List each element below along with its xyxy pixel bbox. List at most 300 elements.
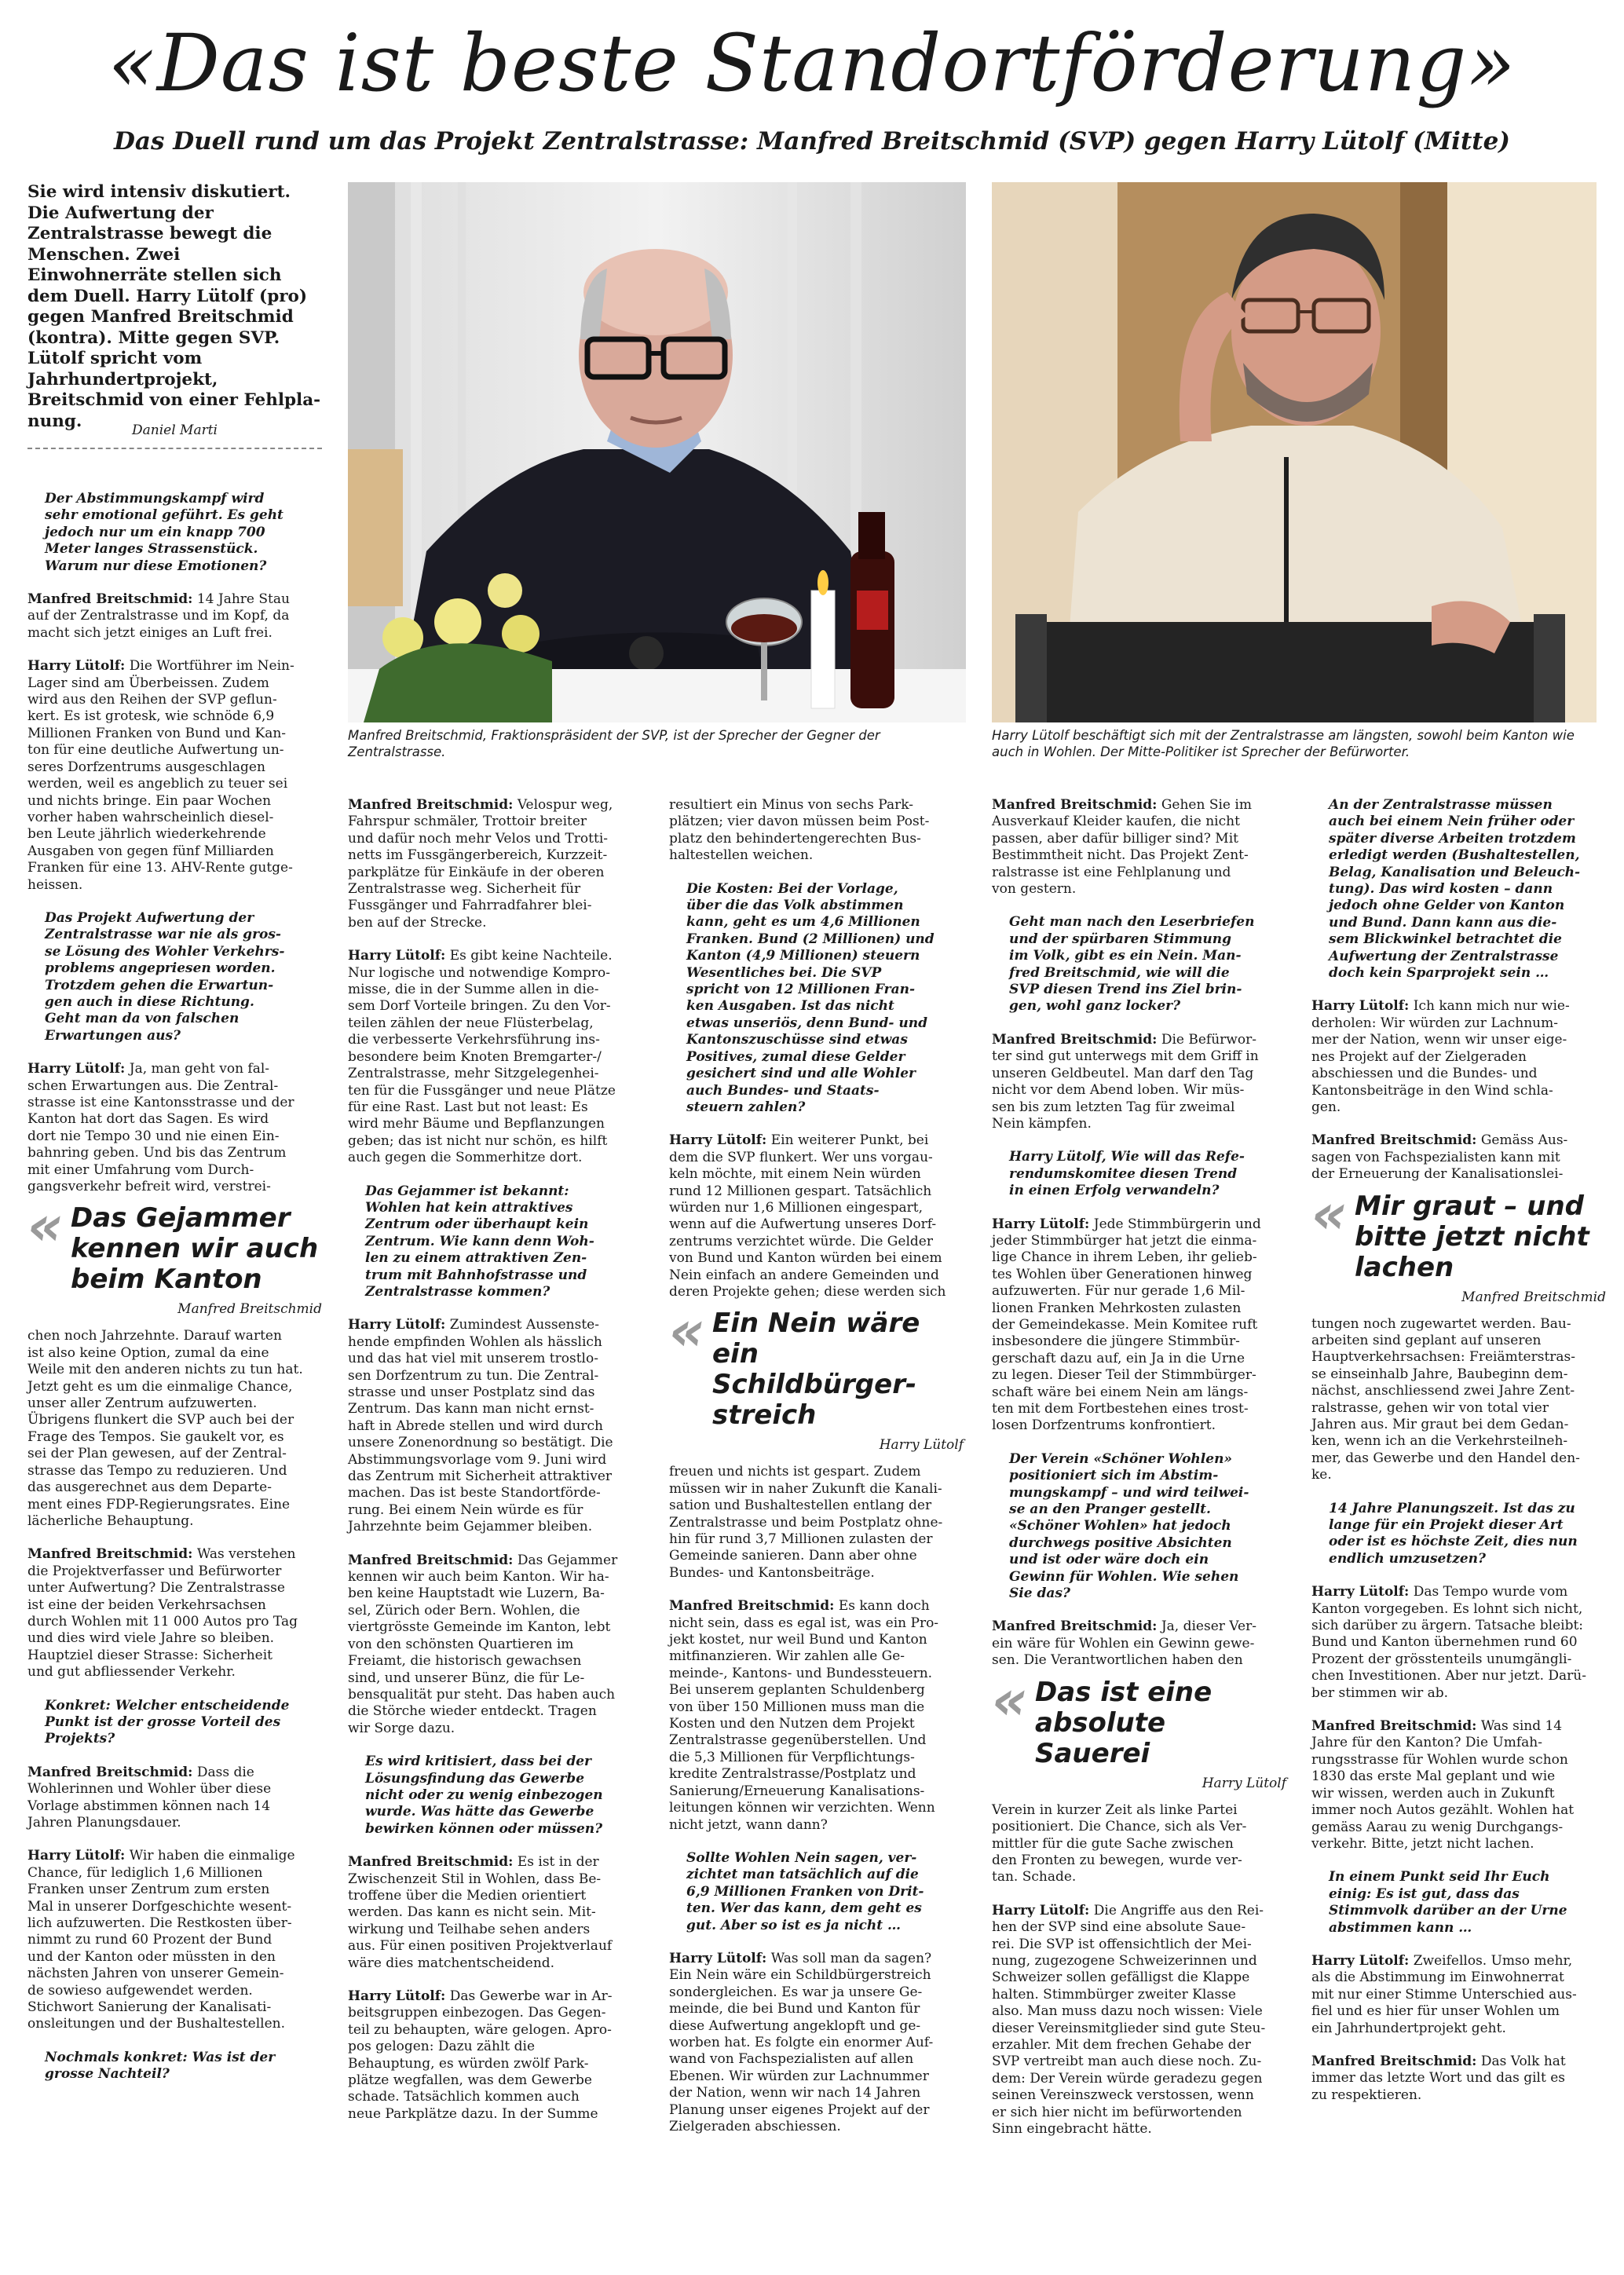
interview-question bbox=[669, 1850, 964, 1934]
intro-line: Mitte gegen SVP. Lütolf spricht bbox=[27, 327, 280, 368]
column-5 bbox=[1311, 797, 1606, 2120]
answer-paragraph bbox=[348, 948, 642, 1166]
answer-paragraph bbox=[992, 1216, 1286, 1435]
answer-paragraph bbox=[669, 1951, 964, 2135]
answer-line: Was verstehen bbox=[192, 1546, 296, 1563]
answer-line: Übrigens flunkert die SVP auch bei der bbox=[27, 1412, 294, 1428]
answer-line: Zentralstrasse und beim Postplatz ohne- bbox=[669, 1514, 943, 1531]
answer-line: passen, aber dafür billiger sind? Mit bbox=[992, 830, 1238, 847]
answer-line: Nur logische und notwendige Kompro- bbox=[348, 964, 611, 981]
question-line: und ist oder wäre doch ein bbox=[1009, 1552, 1209, 1568]
answer-line: haft in Abrede stellen und wird durch bbox=[348, 1417, 604, 1434]
answer-line: also. Man muss dazu noch wissen: Viele bbox=[992, 2003, 1263, 2020]
intro-line: nung. bbox=[27, 411, 82, 431]
answer-line: Gemäss Aus- bbox=[1476, 1132, 1568, 1149]
answer-line: gangsverkehr befreit wird, verstrei- bbox=[27, 1179, 271, 1195]
question-line: und der spürbaren Stimmung bbox=[1009, 931, 1231, 947]
answer-line: Hauptverkehrsachsen: Freiämterstras- bbox=[1311, 1349, 1576, 1366]
question-line: erledigt werden (Bushaltestellen, bbox=[1329, 847, 1580, 864]
answer-line: losen Dorfzentrums konfrontiert. bbox=[992, 1417, 1216, 1434]
speaker-name: Manfred Breitschmid: bbox=[1311, 2053, 1477, 2069]
question-line: Geht man da von falschen bbox=[45, 1011, 240, 1027]
answer-line: gerschaft dazu auf, ein Ja in die Urne bbox=[992, 1350, 1245, 1366]
question-line: doch kein Sparprojekt sein … bbox=[1329, 965, 1549, 982]
quote-mark-icon: « bbox=[669, 1299, 705, 1364]
answer-line: ben keine Hauptstadt wie Luzern, Ba- bbox=[348, 1586, 605, 1602]
answer-line: Die Wortführer im Nein- bbox=[125, 658, 294, 675]
question-line: Konkret: Welcher entscheidende bbox=[45, 1697, 290, 1714]
answer-line: viertgrösste Gemeinde im Kanton, lebt bbox=[348, 1619, 611, 1636]
answer-line: Jahren Planungsdauer. bbox=[27, 1815, 181, 1831]
answer-line: sel, Zürich oder Bern. Wohlen, die bbox=[348, 1602, 580, 1618]
answer-line: Die Befürwor- bbox=[1157, 1031, 1256, 1048]
answer-line: beitsgruppen einbezogen. Das Gegen- bbox=[348, 2005, 606, 2021]
answer-line: sagen von Fachspezialisten kann mit bbox=[1311, 1149, 1560, 1165]
intro-line: Aufwertung der Zentralstrasse bbox=[27, 203, 214, 243]
answer-line: Dass die bbox=[192, 1764, 254, 1780]
question-line: im Volk, gibt es ein Nein. Man- bbox=[1009, 948, 1242, 964]
answer-line: von Bund und Kanton würden bei einem bbox=[669, 1250, 942, 1267]
portrait-illustration bbox=[992, 182, 1597, 722]
answer-line: Ausgaben von gegen fünf Milliarden bbox=[27, 843, 274, 859]
answer-line: und der Kanton oder müssten in den bbox=[27, 1948, 276, 1965]
answer-line: rei. Die SVP ist offensichtlich der Mei- bbox=[992, 1936, 1252, 1952]
question-line: SVP diesen Trend ins Ziel brin- bbox=[1009, 982, 1242, 998]
portrait-illustration bbox=[348, 182, 966, 722]
answer-line: Bundes- und Kantonsbeiträge. bbox=[669, 1564, 875, 1581]
intro-line: Sie wird intensiv diskutiert. Die bbox=[27, 182, 291, 223]
question-line: nicht oder zu wenig einbezogen bbox=[365, 1787, 603, 1803]
speaker-name: Harry Lütolf: bbox=[27, 658, 126, 675]
answer-line: tes Wohlen über Generationen hinweg bbox=[992, 1266, 1253, 1282]
question-line: Die Kosten: Bei der Vorlage, bbox=[686, 880, 898, 897]
answer-line: den Fronten zu bewegen, wurde ver- bbox=[992, 1852, 1242, 1868]
question-line: später diverse Arbeiten trotzdem bbox=[1329, 830, 1576, 847]
answer-line: vorher haben wahrscheinlich diesel- bbox=[27, 809, 274, 825]
question-line: Punkt ist der grosse Vorteil des bbox=[45, 1714, 281, 1730]
speaker-name: Harry Lütolf: bbox=[348, 948, 446, 964]
answer-line: Bei unserem geplanten Schuldenberg bbox=[669, 1682, 925, 1699]
speaker-name: Manfred Breitschmid: bbox=[1311, 1132, 1477, 1149]
answer-line: Kosten und den Nutzen dem Projekt bbox=[669, 1716, 915, 1732]
answer-line: unsere Zonenordnung so bestätigt. Die bbox=[348, 1435, 613, 1451]
answer-paragraph bbox=[348, 1854, 642, 1972]
answer-line: dort nie Tempo 30 und nie einen Ein- bbox=[27, 1128, 280, 1144]
answer-line: nimmt zu rund 60 Prozent der Bund bbox=[27, 1932, 272, 1948]
question-line: und Bund. Dann kann aus die- bbox=[1329, 914, 1557, 931]
question-line: Sie das? bbox=[1009, 1586, 1070, 1602]
answer-line: schaft wäre bei einem Nein am längs- bbox=[992, 1384, 1249, 1400]
pull-quote bbox=[669, 1299, 964, 1454]
question-line: Zentralstrasse kommen? bbox=[365, 1283, 550, 1300]
answer-line: chen noch Jahrzehnte. Darauf warten bbox=[27, 1328, 282, 1344]
answer-line: werden. Das kann es nicht sein. Mit- bbox=[348, 1904, 596, 1921]
answer-line: ein wäre für Wohlen ein Gewinn gewe- bbox=[992, 1635, 1255, 1651]
interview-question bbox=[1311, 1501, 1606, 1568]
question-line: gen auch in diese Richtung. bbox=[45, 993, 254, 1010]
answer-line: insbesondere die jüngere Stimmbür- bbox=[992, 1333, 1240, 1350]
answer-line: Ein weiterer Punkt, bei bbox=[766, 1132, 929, 1149]
question-line: Kanton (4,9 Millionen) steuern bbox=[686, 948, 920, 964]
answer-line: sondergleichen. Es war ja unsere Ge- bbox=[669, 1984, 923, 2000]
speaker-name: Manfred Breitschmid: bbox=[669, 1598, 835, 1615]
answer-line: rungsstrasse für Wohlen wurde schon bbox=[1311, 1751, 1568, 1768]
answer-line: Chance, für lediglich 1,6 Millionen bbox=[27, 1864, 263, 1881]
answer-line: halten. Stimmbürger zweiter Klasse bbox=[992, 1986, 1236, 2003]
interview-question bbox=[1311, 1869, 1606, 1937]
question-line: Aufwertung der Zentralstrasse bbox=[1329, 948, 1559, 964]
answer-line: hin für rund 3,7 Millionen zulasten der bbox=[669, 1531, 933, 1547]
answer-line: mit einer Umfahrung vom Durch- bbox=[27, 1161, 254, 1178]
question-line: sehr emotional geführt. Es geht bbox=[45, 507, 283, 524]
answer-line: seres Dorfzentrums ausgeschlagen bbox=[27, 759, 265, 775]
quote-mark-icon: « bbox=[27, 1194, 64, 1259]
question-line: etwas unseriös, denn Bund- und bbox=[686, 1015, 927, 1031]
interview-question bbox=[348, 1183, 642, 1301]
speaker-name: Harry Lütolf: bbox=[1311, 1584, 1410, 1600]
speaker-name: Manfred Breitschmid: bbox=[1311, 1718, 1477, 1735]
question-line: einig: Es ist gut, dass das bbox=[1329, 1885, 1520, 1902]
answer-line: gemäss Aarau zu wenig Durchgangs- bbox=[1311, 1819, 1564, 1835]
question-line: kann, geht es um 4,6 Millionen bbox=[686, 914, 920, 931]
answer-line: ein Jahrhundertprojekt geht. bbox=[1311, 2020, 1506, 2036]
question-line: ten. Wer das kann, dem geht es bbox=[686, 1900, 922, 1917]
speaker-name: Harry Lütolf: bbox=[27, 1848, 126, 1864]
question-line: «Schöner Wohlen» hat jedoch bbox=[1009, 1518, 1231, 1534]
answer-line: würden nur 1,6 Millionen eingespart, bbox=[669, 1199, 924, 1216]
answer-line: rung. Bei einem Nein würde es für bbox=[348, 1501, 583, 1518]
interview-question bbox=[348, 1754, 642, 1838]
answer-line: wenn auf die Aufwertung unseres Dorf- bbox=[669, 1216, 937, 1233]
answer-line: Nein kämpfen. bbox=[992, 1115, 1092, 1132]
answer-line: Zentrum. Das kann man nicht ernst- bbox=[348, 1401, 594, 1417]
speaker-name: Manfred Breitschmid: bbox=[27, 1546, 193, 1563]
speaker-name: Harry Lütolf: bbox=[992, 1902, 1090, 1918]
answer-line: ist also keine Option, zumal da eine bbox=[27, 1344, 269, 1361]
pull-quote bbox=[1311, 1181, 1606, 1307]
question-line: Der Verein «Schöner Wohlen» bbox=[1009, 1450, 1233, 1467]
answer-line: haltestellen weichen. bbox=[669, 847, 814, 864]
answer-line: Jahren aus. Mir graut bei dem Gedan- bbox=[1311, 1416, 1569, 1432]
answer-line: strasse und unser Postplatz sind das bbox=[348, 1384, 595, 1400]
question-line: jedoch nur um ein knapp 700 bbox=[45, 524, 265, 540]
answer-line: hende empfinden Wohlen als hässlich bbox=[348, 1333, 602, 1350]
answer-line: schade. Tatsächlich kommen auch bbox=[348, 2089, 580, 2105]
answer-paragraph bbox=[1311, 1316, 1606, 1484]
answer-line: verkehr. Bitte, jetzt nicht lachen. bbox=[1311, 1835, 1534, 1852]
answer-line: wand von Fachspezialisten auf allen bbox=[669, 2051, 914, 2068]
column-3 bbox=[669, 797, 964, 2152]
question-line: Wesentliches bei. Die SVP bbox=[686, 964, 882, 981]
question-line: Trotzdem gehen die Erwartun- bbox=[45, 977, 274, 993]
answer-line: Franken für eine 13. AHV-Rente gutge- bbox=[27, 860, 293, 876]
speaker-name: Manfred Breitschmid: bbox=[348, 1854, 514, 1871]
intro-line: Duell. Harry Lütolf (pro) gegen bbox=[27, 286, 308, 327]
answer-line: Zielgeraden abschiessen. bbox=[669, 2119, 841, 2134]
answer-line: parkplätze für Einkäufe in der oberen bbox=[348, 864, 605, 880]
speaker-name: Harry Lütolf: bbox=[992, 1216, 1090, 1232]
answer-line: arbeiten sind geplant auf unseren bbox=[1311, 1332, 1542, 1348]
answer-line: Vorlage abstimmen können nach 14 bbox=[27, 1798, 271, 1814]
answer-line: Bund und Kanton übernehmen rund 60 bbox=[1311, 1634, 1578, 1651]
answer-paragraph bbox=[669, 1132, 964, 1300]
answer-line: Jede Stimmbürgerin und bbox=[1089, 1216, 1261, 1232]
answer-line: die Projektverfasser und Befürworter bbox=[27, 1563, 282, 1579]
answer-paragraph bbox=[992, 1032, 1286, 1132]
answer-paragraph bbox=[348, 797, 642, 931]
divider bbox=[27, 448, 322, 449]
question-line: Zentrum oder überhaupt kein bbox=[365, 1216, 589, 1233]
pull-quote bbox=[992, 1667, 1286, 1793]
interview-question bbox=[992, 1149, 1286, 1199]
answer-paragraph bbox=[992, 1802, 1286, 1886]
speaker-name: Harry Lütolf: bbox=[348, 1988, 446, 2004]
pull-quote bbox=[27, 1194, 322, 1319]
answer-line: Nein einfach an andere Gemeinden und bbox=[669, 1267, 939, 1283]
answer-line: lächerliche Behauptung. bbox=[27, 1512, 194, 1529]
question-line: Wohlen hat kein attraktives bbox=[365, 1199, 573, 1216]
answer-line: Fahrspur schmäler, Trottoir breiter bbox=[348, 814, 587, 830]
answer-line: Es gibt keine Nachteile. bbox=[445, 948, 613, 964]
answer-line: Zentralstrasse weg. Sicherheit für bbox=[348, 881, 581, 898]
interview-question bbox=[27, 910, 322, 1044]
question-line: trum mit Bahnhofstrasse und bbox=[365, 1267, 587, 1283]
answer-line: ton für eine deutliche Aufwertung un- bbox=[27, 742, 284, 759]
answer-line: sen Dorfzentrum zu tun. Die Zentral- bbox=[348, 1367, 599, 1384]
pull-quote-line: Mir graut – und bbox=[1355, 1190, 1585, 1222]
answer-line: lich aufzuwerten. Die Restkosten über- bbox=[27, 1915, 292, 1932]
answer-line: plätzen; vier davon müssen beim Post- bbox=[669, 814, 930, 830]
answer-line: leitungen können wir verzichten. Wenn bbox=[669, 1800, 935, 1816]
answer-line: nicht vor dem Abend loben. Wir müs- bbox=[992, 1082, 1245, 1099]
answer-line: meinde, die bei Bund und Kanton für bbox=[669, 2001, 920, 2017]
question-line: Zentrum. Wie kann denn Woh- bbox=[365, 1233, 594, 1249]
answer-line: pos gelogen: Dazu zählt die bbox=[348, 2039, 536, 2055]
answer-line: Das Tempo wurde vom bbox=[1409, 1584, 1568, 1600]
answer-line: ben auf der Strecke. bbox=[348, 914, 487, 931]
answer-line: ken, wenn ich an die Verkehrsteilneh- bbox=[1311, 1433, 1568, 1450]
question-line: bewirken können oder müssen? bbox=[365, 1820, 603, 1837]
interview-question bbox=[669, 881, 964, 1117]
question-line: rendumskomitee diesen Trend bbox=[1009, 1165, 1238, 1182]
caption-line: wie auch in Wohlen. Der Mitte-Politiker ist Sprecher der Befürworter. bbox=[992, 728, 1575, 759]
question-line: se Lösung des Wohler Verkehrs- bbox=[45, 943, 285, 960]
answer-paragraph bbox=[669, 1598, 964, 1834]
column-1 bbox=[27, 491, 322, 2100]
answer-line: nächsten Jahren von unserer Gemein- bbox=[27, 1966, 284, 1982]
answer-line: ist eine der beiden Verkehrsachsen bbox=[27, 1597, 266, 1613]
question-line: An der Zentralstrasse müssen bbox=[1329, 797, 1553, 813]
answer-line: kredite Zentralstrasse/Postplatz und bbox=[669, 1766, 916, 1783]
interview-question bbox=[992, 1451, 1286, 1603]
answer-line: Das Gejammer bbox=[513, 1552, 618, 1568]
speaker-name: Harry Lütolf: bbox=[669, 1950, 767, 1966]
question-line: Warum nur diese Emotionen? bbox=[45, 558, 267, 574]
answer-line: jekt kostet, nur weil Bund und Kanton bbox=[669, 1632, 927, 1648]
answer-line: nes Projekt auf der Zielgeraden bbox=[1311, 1048, 1527, 1065]
answer-line: von den schönsten Quartieren im bbox=[348, 1636, 574, 1652]
question-line: lange für ein Projekt dieser Art bbox=[1329, 1517, 1564, 1533]
question-line: mungskampf – und wird teilwei- bbox=[1009, 1484, 1249, 1501]
pull-quote-line: absolute Sauerei bbox=[1035, 1706, 1166, 1769]
question-line: Harry Lütolf, Wie will das Refe- bbox=[1009, 1149, 1245, 1165]
answer-line: der Erneuerung der Kanalisationslei- bbox=[1311, 1166, 1564, 1183]
speaker-name: Manfred Breitschmid: bbox=[27, 591, 193, 608]
intro-line: Einwohnerräte stellen sich dem bbox=[27, 265, 282, 306]
caption-line: der Gegner der Zentralstrasse. bbox=[348, 728, 880, 759]
question-line: zichtet man tatsächlich auf die bbox=[686, 1867, 919, 1883]
answer-line: Freiamt, die historisch gewachsen bbox=[348, 1653, 582, 1670]
answer-line: troffene über die Medien orientiert bbox=[348, 1887, 587, 1904]
question-line: Geht man nach den Leserbriefen bbox=[1009, 914, 1255, 931]
intro-line: Manfred Breitschmid (kontra). bbox=[27, 307, 294, 348]
answer-line: sich darüber zu ärgern. Tatsache bleibt: bbox=[1311, 1618, 1584, 1634]
speaker-name: Harry Lütolf: bbox=[1311, 998, 1410, 1015]
photo-manfred-breitschmid bbox=[348, 182, 966, 722]
answer-line: geben; das ist nicht nur schön, es hilft bbox=[348, 1132, 608, 1149]
column-4 bbox=[992, 797, 1286, 2154]
answer-line: die verbesserte Verkehrsführung ins- bbox=[348, 1032, 600, 1048]
answer-line: keln möchte, mit einem Nein würden bbox=[669, 1166, 921, 1183]
answer-line: resultiert ein Minus von sechs Park- bbox=[669, 797, 913, 813]
answer-line: Fussgänger und Fahrradfahrer blei- bbox=[348, 898, 592, 914]
answer-line: nächst, anschliessend zwei Jahre Zent- bbox=[1311, 1383, 1575, 1399]
question-line: 14 Jahre Planungszeit. Ist das zu bbox=[1329, 1500, 1575, 1516]
photo-caption-left bbox=[348, 727, 966, 760]
answer-line: wir Sorge dazu. bbox=[348, 1720, 455, 1736]
question-line: über die das Volk abstimmen bbox=[686, 898, 904, 914]
answer-paragraph bbox=[1311, 1584, 1606, 1702]
answer-line: von über 150 Millionen muss man die bbox=[669, 1699, 925, 1715]
speaker-name: Manfred Breitschmid: bbox=[992, 797, 1158, 813]
answer-line: tungen noch zugewartet werden. Bau- bbox=[1311, 1315, 1571, 1332]
answer-line: Verein in kurzer Zeit als linke Partei bbox=[992, 1801, 1238, 1818]
answer-line: werden, weil es angeblich zu teuer sei bbox=[27, 776, 288, 792]
answer-line: Kantonsbeiträge in den Wind schla- bbox=[1311, 1082, 1553, 1099]
pull-quote-line: kennen wir auch bbox=[71, 1233, 319, 1265]
answer-line: immer noch Autos gezählt. Wohlen hat bbox=[1311, 1802, 1575, 1819]
answer-line: unter Aufwertung? Die Zentralstrasse bbox=[27, 1580, 285, 1597]
answer-line: wirkung und Teilhabe sehen anders bbox=[348, 1921, 591, 1937]
answer-line: se einseinhalb Jahre, Baubeginn dem- bbox=[1311, 1366, 1568, 1382]
answer-line: zu respektieren. bbox=[1311, 2087, 1422, 2103]
question-line: fred Breitschmid, wie will die bbox=[1009, 964, 1230, 981]
pull-quote-line: Das Gejammer bbox=[71, 1202, 291, 1234]
answer-line: bensqualität pur steht. Das haben auch bbox=[348, 1686, 616, 1703]
answer-line: das ausgerechnet aus dem Departe- bbox=[27, 1479, 272, 1496]
pull-quote-line: bitte jetzt nicht bbox=[1355, 1220, 1589, 1253]
speaker-name: Harry Lütolf: bbox=[1311, 1952, 1410, 1969]
question-line: steuern zahlen? bbox=[686, 1099, 806, 1115]
answer-line: Jetzt geht es um die einmalige Chance, bbox=[27, 1378, 293, 1395]
answer-line: ten für die Fussgänger und neue Plätze bbox=[348, 1082, 616, 1099]
answer-paragraph bbox=[1311, 998, 1606, 1116]
answer-line: derholen: Wir würden zur Lachnum- bbox=[1311, 1015, 1558, 1031]
answer-paragraph bbox=[669, 797, 964, 865]
answer-line: Zentralstrasse, mehr Sitzgelegenhei- bbox=[348, 1066, 599, 1082]
answer-line: Ja, man geht von fal- bbox=[125, 1061, 270, 1077]
interview-question bbox=[27, 491, 322, 575]
answer-line: mitfinanzieren. Wir zahlen alle Ge- bbox=[669, 1648, 905, 1665]
pull-quote-attribution: Manfred Breitschmid bbox=[177, 1301, 322, 1318]
answer-line: de sowieso aufgewendet werden. bbox=[27, 1982, 253, 1999]
answer-line: ten mit dem Fortbestehen eines trost- bbox=[992, 1401, 1249, 1417]
question-line: se an den Pranger gestellt. bbox=[1009, 1501, 1211, 1518]
answer-paragraph bbox=[348, 1553, 642, 1737]
quote-mark-icon: « bbox=[1311, 1181, 1348, 1246]
answer-line: teil zu behaupten, wäre gelogen. Apro- bbox=[348, 2021, 612, 2038]
answer-line: zu legen. Dieser Teil der Stimmbürger- bbox=[992, 1367, 1256, 1384]
intro-line: vom Jahrhundertprojekt, bbox=[27, 349, 218, 390]
answer-paragraph bbox=[27, 1848, 322, 2032]
answer-line: mit nur einer Stimme Unterschied aus- bbox=[1311, 1986, 1577, 2003]
speaker-name: Harry Lütolf: bbox=[348, 1317, 446, 1333]
answer-line: 14 Jahre Stau bbox=[192, 591, 290, 608]
answer-line: Ebenen. Wir würden zur Lachnummer bbox=[669, 2068, 929, 2084]
answer-line: kennen wir auch beim Kanton. Wir ha- bbox=[348, 1569, 609, 1586]
answer-line: Die Angriffe aus den Rei- bbox=[1089, 1902, 1264, 1918]
answer-line: nung, zugezogene Schweizerinnen und bbox=[992, 1952, 1257, 1969]
answer-line: dem: Der Verein würde geradezu gegen bbox=[992, 2070, 1263, 2087]
answer-line: sen bis zum letzten Tag für zweimal bbox=[992, 1099, 1235, 1115]
answer-line: aus. Für einen positiven Projektverlauf bbox=[348, 1938, 613, 1955]
answer-line: Das Volk hat bbox=[1476, 2053, 1566, 2069]
answer-line: aufzuwerten. Für nur gerade 1,6 Mil- bbox=[992, 1283, 1245, 1300]
speaker-name: Harry Lütolf: bbox=[669, 1132, 767, 1149]
speaker-name: Manfred Breitschmid: bbox=[992, 1031, 1158, 1048]
answer-paragraph bbox=[992, 1903, 1286, 2138]
answer-line: strasse ist eine Kantonsstrasse und der bbox=[27, 1095, 294, 1110]
interview-question bbox=[27, 2050, 322, 2083]
answer-paragraph bbox=[1311, 1718, 1606, 1853]
speaker-name: Manfred Breitschmid: bbox=[348, 1552, 514, 1568]
question-line: 6,9 Millionen Franken von Drit- bbox=[686, 1883, 924, 1900]
answer-line: onsleitungen und der Bushaltestellen. bbox=[27, 2016, 286, 2032]
answer-line: für eine Rast. Last but not least: Es bbox=[348, 1099, 588, 1115]
answer-line: Planung unser eigenes Projekt auf der bbox=[669, 2101, 930, 2118]
question-line: Das Gejammer ist bekannt: bbox=[365, 1183, 569, 1199]
speaker-name: Manfred Breitschmid: bbox=[27, 1764, 193, 1780]
answer-paragraph bbox=[1311, 2054, 1606, 2104]
answer-line: wird aus den Reihen der SVP geflun- bbox=[27, 692, 277, 708]
answer-paragraph bbox=[27, 1765, 322, 1832]
question-line: positioniert sich im Abstim- bbox=[1009, 1468, 1219, 1484]
answer-line: ralstrasse ist eine Fehlplanung und bbox=[992, 864, 1231, 880]
answer-line: Mal in unserer Dorfgeschichte wesent- bbox=[27, 1898, 292, 1915]
answer-line: hen der SVP sind eine absolute Saue- bbox=[992, 1919, 1246, 1936]
pull-quote-attribution: Harry Lütolf bbox=[1202, 1775, 1286, 1791]
answer-line: von gestern. bbox=[992, 881, 1077, 898]
caption-line: Harry Lütolf beschäftigt sich mit der Zentralstrasse am längsten, sowohl beim Kanton bbox=[992, 728, 1549, 743]
pull-quote-line: streich bbox=[712, 1399, 817, 1432]
question-line: gut. Aber so ist es ja nicht … bbox=[686, 1917, 902, 1933]
answer-line: neue Parkplätze dazu. In der Summe bbox=[348, 2105, 598, 2122]
answer-line: netts im Fussgängerbereich, Kurzzeit- bbox=[348, 847, 608, 864]
answer-paragraph bbox=[27, 658, 322, 894]
answer-line: wir wissen, werden auch in Zukunft bbox=[1311, 1785, 1555, 1801]
answer-line: Kanton vorgegeben. Es lohnt sich nicht, bbox=[1311, 1600, 1583, 1617]
question-line: wurde. Was hätte das Gewerbe bbox=[365, 1804, 594, 1820]
answer-line: bahnring geben. Und bis das Zentrum bbox=[27, 1145, 287, 1161]
answer-line: auch gegen die Sommerhitze dort. bbox=[348, 1150, 583, 1166]
answer-line: Ausverkauf Kleider kaufen, die nicht bbox=[992, 814, 1240, 830]
question-line: durchwegs positive Absichten bbox=[1009, 1534, 1232, 1551]
pull-quote-line: beim Kanton bbox=[71, 1264, 262, 1296]
question-line: in einen Erfolg verwandeln? bbox=[1009, 1183, 1220, 1199]
answer-line: Kanton hat dort das Sagen. Es wird bbox=[27, 1111, 269, 1128]
answer-line: Zentralstrasse gegenüberstellen. Und bbox=[669, 1732, 927, 1749]
question-line: Es wird kritisiert, dass bei der bbox=[365, 1754, 591, 1770]
